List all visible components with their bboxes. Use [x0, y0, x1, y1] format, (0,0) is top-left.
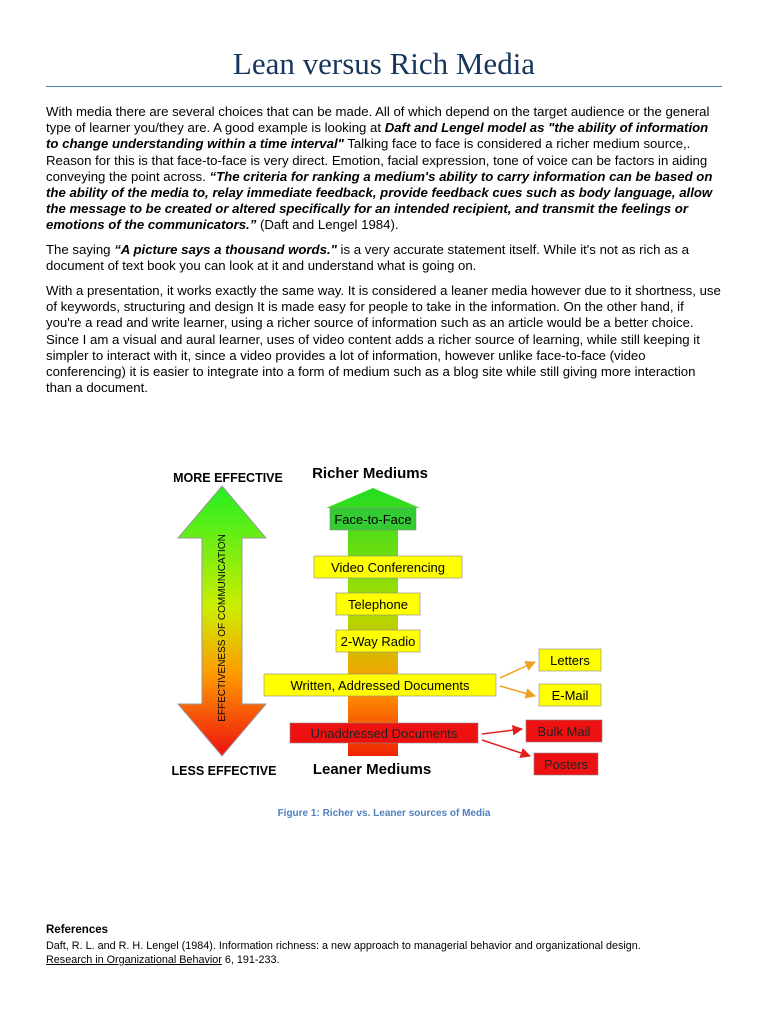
leaner-mediums-label: Leaner Mediums — [312, 761, 432, 778]
telephone-label: Telephone — [348, 597, 408, 612]
paragraph-1 — [46, 104, 722, 234]
body-text — [46, 104, 722, 405]
paragraph-3: With a presentation, it works exactly the same way. It is considered a leaner media however due to it shortness, use of keywords, structuring and design It is made easy for people to take in the information. On the other hand, if you're a read and write learner, using a richer source of information such as an article would be a better choice. Since I am a visual and aural learner, uses of video content adds a richer source of learning, while still keeping it simpler to interact with it, since a video provides a lot of information, however unlike face-to-face (video conferencing) it is easier to integrate into a form of medium such as a blog site while still giving more interaction than a document. — [46, 283, 721, 396]
paragraph-2-quote: “A picture says a thousand words." — [114, 242, 337, 258]
reference-text: Daft, R. L. and R. H. Lengel (1984). Information richness: a new approach to managerial behavior and organizational design. — [46, 940, 641, 952]
paragraph-1-quote-b: “The criteria for ranking a medium's ability to carry information can be based on the ability of the media to, relay immediate feedback, provide feedback cues such as body language, allow the message to be created or altered specifically for an intended recipient, and transmit the feelings or emotions of the communicators.” — [46, 168, 713, 233]
richer-mediums-label: Richer Mediums — [312, 465, 428, 482]
reference-entry — [46, 939, 722, 967]
reference-pages: 6, 191-233. — [221, 954, 280, 966]
letters-label: Letters — [550, 653, 590, 668]
vertical-axis-label: EFFECTIVENESS OF COMMUNICATION — [217, 534, 228, 722]
written-documents-label: Written, Addressed Documents — [290, 678, 470, 693]
arrow-to-posters — [482, 740, 530, 756]
references-section — [46, 923, 722, 967]
paragraph-1-text-c: (Daft and Lengel 1984). — [256, 217, 399, 233]
video-conferencing-label: Video Conferencing — [331, 560, 445, 575]
page-title: Lean versus Rich Media — [232, 46, 536, 81]
face-to-face-label: Face-to-Face — [334, 512, 412, 527]
arrow-to-email — [500, 686, 535, 696]
paragraph-1-text-a: With media there are several choices that can be made. All of which depend on the target audience or the general type of learner you/they are. A good example is looking at — [46, 104, 710, 136]
paragraph-2-text-a: The saying — [46, 242, 115, 258]
paragraph-2 — [46, 242, 722, 274]
unaddressed-documents-label: Unaddressed Documents — [310, 726, 458, 741]
media-richness-diagram — [150, 456, 620, 786]
paragraph-1-text-b: Talking face to face is considered a richer medium source,. Reason for this is that face-to-face is very direct. Emotion, facial expression, tone of voice can be factors in aiding conveying the point across. — [46, 136, 708, 184]
bulk-mail-label: Bulk Mail — [537, 724, 591, 739]
reference-journal-link[interactable]: Research in Organizational Behavior — [46, 954, 222, 966]
figure-caption: Figure 1: Richer vs. Leaner sources of Media — [277, 808, 491, 819]
references-heading: References — [46, 924, 109, 936]
arrow-to-letters — [500, 662, 535, 678]
more-effective-label: MORE EFFECTIVE — [173, 471, 283, 485]
email-label: E-Mail — [551, 688, 589, 703]
posters-label: Posters — [543, 757, 589, 772]
less-effective-label: LESS EFFECTIVE — [171, 764, 277, 778]
paragraph-1-quote-a: Daft and Lengel model as "the ability of information to change understanding within a time interval" — [46, 120, 709, 152]
two-way-radio-label: 2-Way Radio — [340, 634, 416, 649]
title-divider — [46, 86, 722, 87]
paragraph-2-text-b: is a very accurate statement itself. While it's not as rich as a document of text book you can look at it and understand what is going on. — [46, 242, 689, 274]
arrow-to-bulk-mail — [482, 729, 522, 734]
media-richness-figure — [150, 456, 620, 786]
